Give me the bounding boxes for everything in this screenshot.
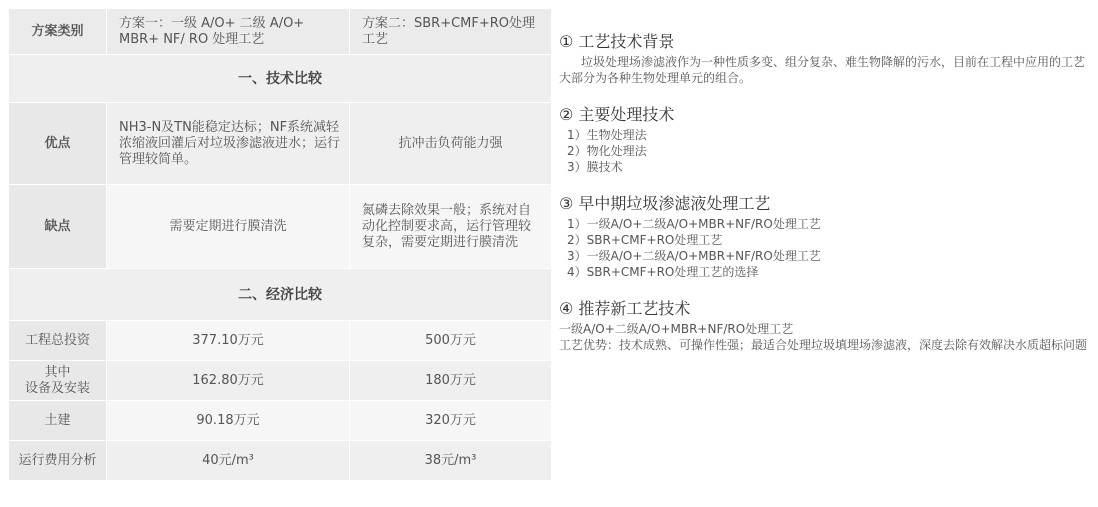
section-econ-title: 二、经济比较 (9, 269, 552, 321)
list-item: 1）生物处理法 (567, 128, 647, 142)
list-item: 3）膜技术 (567, 160, 623, 174)
table-row-disadvantages (9, 185, 552, 269)
list-item: 3）一级A/O+二级A/O+MBR+NF/RO处理工艺 (567, 249, 821, 263)
table-row (9, 401, 552, 441)
cell-plan1: 162.80万元 (107, 361, 350, 401)
table-header-row (9, 9, 552, 55)
cell-plan1: 90.18万元 (107, 401, 350, 441)
section-early-process (559, 192, 1089, 280)
header-category: 方案类别 (9, 9, 107, 55)
advantages-plan1: NH3-N及TN能稳定达标；NF系统减轻浓缩液回灌后对垃圾渗滤液进水；运行管理较简单。 (107, 103, 350, 185)
table-row (9, 441, 552, 481)
section-text: 一级A/O+二级A/O+MBR+NF/RO处理工艺 (559, 322, 794, 336)
row-label: 土建 (9, 401, 107, 441)
cell-plan2: 500万元 (350, 321, 552, 361)
section-text: 工艺优势：技术成熟、可操作性强；最适合处理垃圾填埋场渗滤液，深度去除有效解决水质超标问题 (559, 338, 1088, 352)
section-title: ① 工艺技术背景 (559, 32, 675, 51)
row-label: 工程总投资 (9, 321, 107, 361)
list-item: 2）物化处理法 (567, 144, 647, 158)
description-panel (559, 30, 1089, 353)
cell-plan2: 38元/m³ (350, 441, 552, 481)
section-background (559, 30, 1089, 86)
disadvantages-plan2: 氮磷去除效果一般；系统对自动化控制要求高，运行管理较复杂，需要定期进行膜清洗 (350, 185, 552, 269)
header-plan1: 方案一：一级 A/O+ 二级 A/O+ MBR+ NF/ RO 处理工艺 (107, 9, 350, 55)
table-row (9, 321, 552, 361)
section-row-econ (9, 269, 552, 321)
cell-plan2: 180万元 (350, 361, 552, 401)
header-plan2: 方案二：SBR+CMF+RO处理工艺 (350, 9, 552, 55)
list-item: 1）一级A/O+二级A/O+MBR+NF/RO处理工艺 (567, 217, 821, 231)
section-recommended (559, 297, 1089, 353)
section-row-tech (9, 55, 552, 103)
section-main-tech (559, 103, 1089, 175)
row-label: 运行费用分析 (9, 441, 107, 481)
row-label-advantages: 优点 (9, 103, 107, 185)
advantages-plan2: 抗冲击负荷能力强 (350, 103, 552, 185)
section-title: ③ 早中期垃圾渗滤液处理工艺 (559, 194, 771, 213)
disadvantages-plan1: 需要定期进行膜清洗 (107, 185, 350, 269)
section-tech-title: 一、技术比较 (9, 55, 552, 103)
list-item: 2）SBR+CMF+RO处理工艺 (567, 233, 723, 247)
row-label-disadvantages: 缺点 (9, 185, 107, 269)
cell-plan1: 377.10万元 (107, 321, 350, 361)
comparison-table (8, 8, 552, 481)
cell-plan1: 40元/m³ (107, 441, 350, 481)
row-label: 其中 设备及安装 (9, 361, 107, 401)
table-row (9, 361, 552, 401)
list-item: 4）SBR+CMF+RO处理工艺的选择 (567, 265, 759, 279)
table-row-advantages (9, 103, 552, 185)
section-text: 垃圾处理场渗滤液作为一种性质多变、组分复杂、难生物降解的污水，目前在工程中应用的工艺大部分为各种生物处理单元的组合。 (559, 55, 1086, 85)
cell-plan2: 320万元 (350, 401, 552, 441)
section-title: ② 主要处理技术 (559, 105, 675, 124)
section-title: ④ 推荐新工艺技术 (559, 299, 691, 318)
